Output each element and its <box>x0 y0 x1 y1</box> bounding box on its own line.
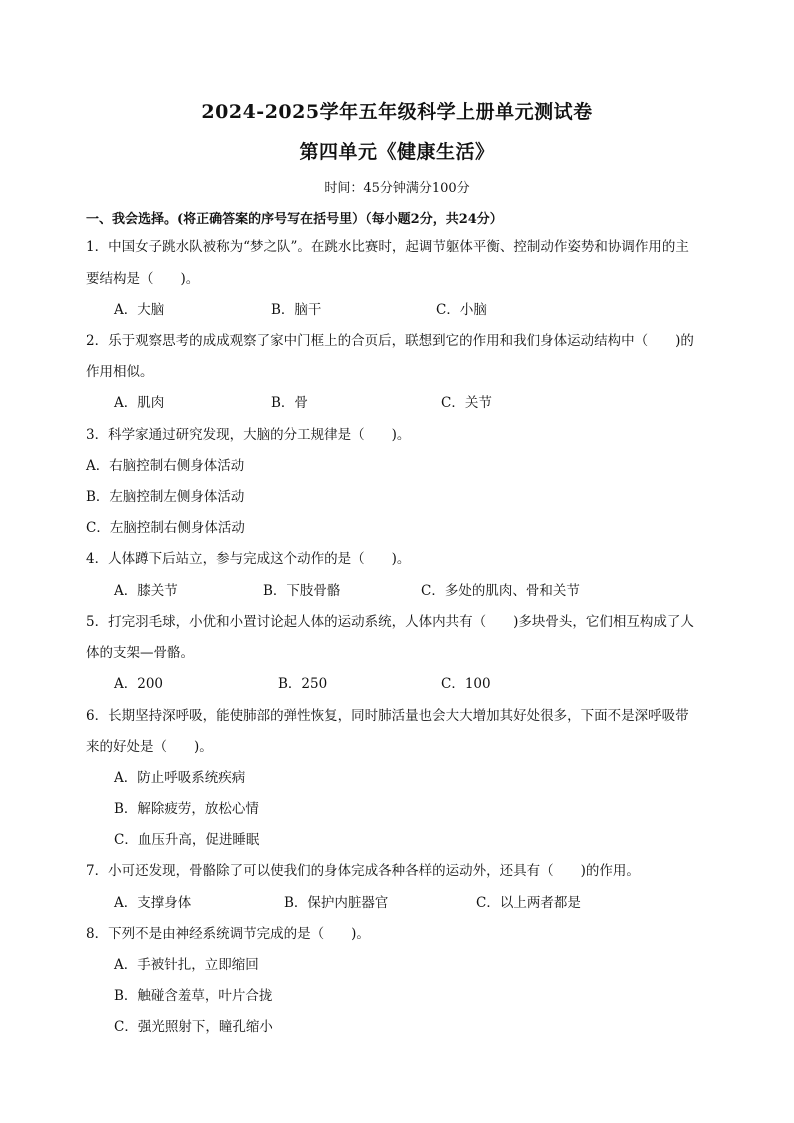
question-5-line-2: 体的支架—骨骼。 <box>86 645 194 661</box>
question-8-option-b: B．触碰含羞草，叶片合拢 <box>114 988 273 1004</box>
question-5-line-1: 5．打完羽毛球，小优和小置讨论起人体的运动系统，人体内共有（ )多块骨头，它们相互构成了人 <box>86 614 694 630</box>
question-1-option-b: B．脑干 <box>271 302 322 318</box>
question-2-option-c: C．关节 <box>441 395 492 411</box>
question-1-option-c: C．小脑 <box>436 302 487 318</box>
question-8-line-1: 8．下列不是由神经系统调节完成的是（ )。 <box>86 926 370 942</box>
question-6-option-c: C．血压升高，促进睡眠 <box>114 832 260 848</box>
question-2-line-1: 2．乐于观察思考的成成观察了家中门框上的合页后，联想到它的作用和我们身体运动结构中（ )的 <box>86 333 694 349</box>
question-8-option-c: C．强光照射下，瞳孔缩小 <box>114 1019 273 1035</box>
exam-title: 2024-2025学年五年级科学上册单元测试卷 <box>201 101 593 123</box>
question-4-line-1: 4．人体蹲下后站立，参与完成这个动作的是（ )。 <box>86 551 411 567</box>
question-3-option-c: C．左脑控制右侧身体活动 <box>86 520 245 536</box>
unit-subtitle: 第四单元《健康生活》 <box>299 141 495 163</box>
question-5-option-c: C．100 <box>441 676 491 692</box>
question-1-line-1: 1．中国女子跳水队被称为“梦之队”。在跳水比赛时，起调节躯体平衡、控制动作姿势和协调作用的主 <box>86 239 689 255</box>
question-6-line-2: 来的好处是（ )。 <box>86 739 213 755</box>
question-6-line-1: 6．长期坚持深呼吸，能使肺部的弹性恢复，同时肺活量也会大大增加其好处很多，下面不是深呼吸带 <box>86 708 689 724</box>
question-8-option-a: A．手被针扎，立即缩回 <box>114 957 259 973</box>
question-2-line-2: 作用相似。 <box>86 364 154 380</box>
question-4-option-a: A．膝关节 <box>114 583 178 599</box>
time-info: 时间：45分钟满分100分 <box>324 181 470 196</box>
question-7-option-c: C．以上两者都是 <box>476 895 581 911</box>
question-2-option-b: B．骨 <box>271 395 308 411</box>
section-heading: 一、我会选择。(将正确答案的序号写在括号里）（每小题2分，共24分） <box>86 212 503 227</box>
question-4-option-c: C．多处的肌肉、骨和关节 <box>421 583 580 599</box>
question-6-option-a: A．防止呼吸系统疾病 <box>114 770 246 786</box>
question-5-option-b: B．250 <box>278 676 328 692</box>
question-3-line-1: 3．科学家通过研究发现，大脑的分工规律是（ )。 <box>86 427 411 443</box>
question-1-line-2: 要结构是（ )。 <box>86 271 200 287</box>
question-2-option-a: A．肌肉 <box>114 395 165 411</box>
question-4-option-b: B．下肢骨骼 <box>263 583 341 599</box>
question-7-line-1: 7．小可还发现，骨骼除了可以使我们的身体完成各种各样的运动外，还具有（ )的作用。 <box>86 863 640 879</box>
question-3-option-a: A．右脑控制右侧身体活动 <box>86 458 245 474</box>
question-3-option-b: B．左脑控制左侧身体活动 <box>86 489 245 505</box>
question-5-option-a: A．200 <box>114 676 164 692</box>
question-7-option-b: B．保护内脏器官 <box>284 895 389 911</box>
question-6-option-b: B．解除疲劳，放松心情 <box>114 801 259 817</box>
question-1-option-a: A．大脑 <box>114 302 165 318</box>
question-7-option-a: A．支撑身体 <box>114 895 192 911</box>
